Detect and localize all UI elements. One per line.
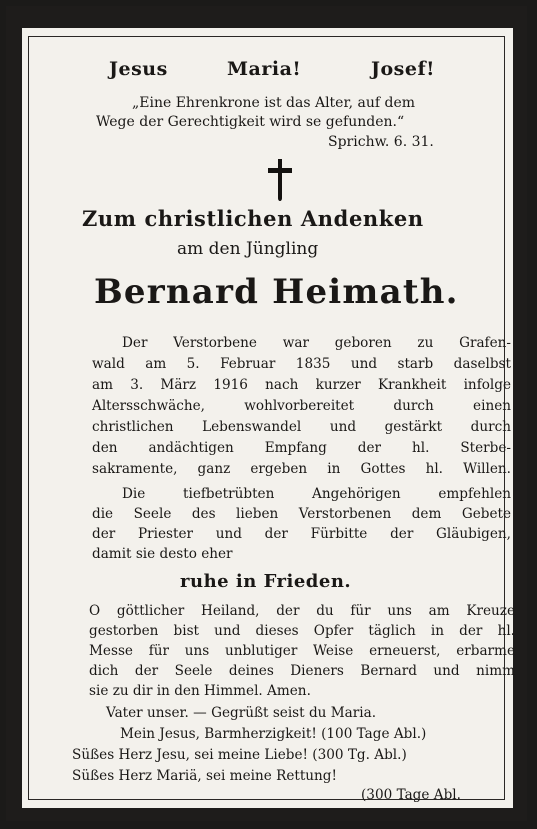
card-content <box>22 28 513 808</box>
header-maria: Maria! <box>227 58 302 80</box>
title-line-2: am den Jüngling <box>177 239 319 259</box>
recommendation-line: der Priester und der Fürbitte der Gläubigen, <box>92 526 511 542</box>
biography-line: Altersschwäche, wohlvorbereitet durch einen <box>92 398 511 414</box>
header-jesus: Jesus <box>109 58 168 80</box>
prayer-line: O göttlicher Heiland, der du für uns am Kreuze <box>89 603 515 619</box>
mein-jesus-line: Mein Jesus, Barmherzigkeit! (100 Tage Abl.) <box>120 726 427 742</box>
vater-unser-line: Vater unser. — Gegrüßt seist du Maria. <box>106 705 377 721</box>
herz-jesu-line: Süßes Herz Jesu, sei meine Liebe! (300 Tg. Abl.) <box>72 747 407 763</box>
recommendation-line: die Seele des lieben Verstorbenen dem Gebete <box>92 506 511 522</box>
biography-line: Der Verstorbene war geboren zu Grafen- <box>122 335 511 351</box>
biography-line: am 3. März 1916 nach kurzer Krankheit infolge <box>92 377 511 393</box>
recommendation-line: Die tiefbetrübten Angehörigen empfehlen <box>122 486 511 502</box>
card-paper <box>22 28 513 808</box>
title-line-1: Zum christlichen Andenken <box>82 206 424 231</box>
biography-line: sakramente, ganz ergeben in Gottes hl. Willen. <box>92 461 511 477</box>
indulgence-note: (300 Tage Abl. <box>361 787 461 803</box>
biography-line: den andächtigen Empfang der hl. Sterbe- <box>92 440 511 456</box>
herz-maria-line: Süßes Herz Mariä, sei meine Rettung! <box>72 768 337 784</box>
deceased-name: Bernard Heimath. <box>94 272 459 312</box>
prayer-line: Messe für uns unblutiger Weise erneuerst, erbarme <box>89 643 515 659</box>
motto-source: Sprichw. 6. 31. <box>328 134 434 150</box>
header-josef: Josef! <box>371 58 435 80</box>
rest-in-peace: ruhe in Frieden. <box>180 571 352 592</box>
prayer-line: gestorben bist und dieses Opfer täglich in der hl. <box>89 623 515 639</box>
latin-cross-icon <box>267 158 293 202</box>
motto-line-2: Wege der Gerechtigkeit wird se gefunden.“ <box>96 114 405 130</box>
biography-line: wald am 5. Februar 1835 und starb daselbst <box>92 356 511 372</box>
memorial-card <box>6 6 527 821</box>
recommendation-line: damit sie desto eher <box>92 546 233 562</box>
prayer-line: sie zu dir in den Himmel. Amen. <box>89 683 311 699</box>
motto-line-1: „Eine Ehrenkrone ist das Alter, auf dem <box>132 95 416 111</box>
prayer-line: dich der Seele deines Dieners Bernard und nimm <box>89 663 515 679</box>
biography-line: christlichen Lebenswandel und gestärkt durch <box>92 419 511 435</box>
